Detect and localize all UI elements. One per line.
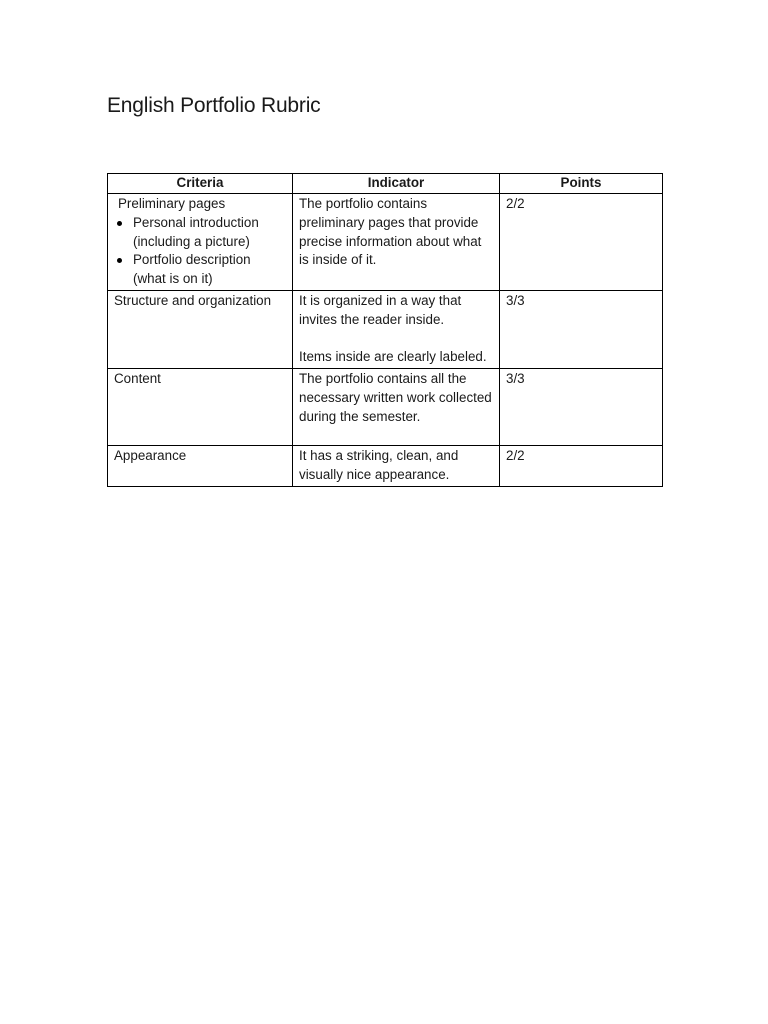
indicator-cell: The portfolio contains preliminary pages that provide precise information about what is inside of it. bbox=[293, 194, 500, 291]
criteria-bullet-list bbox=[114, 214, 286, 289]
table-row bbox=[108, 446, 663, 487]
indicator-cell: The portfolio contains all the necessary written work collected during the semester. bbox=[293, 369, 500, 446]
indicator-paragraph: Items inside are clearly labeled. bbox=[299, 349, 487, 365]
indicator-cell bbox=[293, 291, 500, 369]
indicator-cell: It has a striking, clean, and visually nice appearance. bbox=[293, 446, 500, 487]
indicator-paragraph: It is organized in a way that invites the reader inside. bbox=[299, 293, 462, 327]
criteria-cell: Appearance bbox=[108, 446, 293, 487]
points-cell: 3/3 bbox=[500, 291, 663, 369]
rubric-table bbox=[107, 173, 663, 487]
list-item: Personal introduction (including a picture) bbox=[133, 214, 286, 252]
criteria-label: Preliminary pages bbox=[118, 196, 226, 211]
table-row bbox=[108, 194, 663, 291]
table-header-row bbox=[108, 174, 663, 194]
criteria-cell: Content bbox=[108, 369, 293, 446]
table-row bbox=[108, 369, 663, 446]
header-points: Points bbox=[500, 174, 663, 194]
list-item: Portfolio description (what is on it) bbox=[133, 251, 286, 289]
header-criteria: Criteria bbox=[108, 174, 293, 194]
criteria-cell bbox=[108, 194, 293, 291]
points-cell: 3/3 bbox=[500, 369, 663, 446]
points-cell: 2/2 bbox=[500, 194, 663, 291]
document-title: English Portfolio Rubric bbox=[107, 94, 321, 117]
criteria-cell: Structure and organization bbox=[108, 291, 293, 369]
table-row bbox=[108, 291, 663, 369]
points-cell: 2/2 bbox=[500, 446, 663, 487]
header-indicator: Indicator bbox=[293, 174, 500, 194]
